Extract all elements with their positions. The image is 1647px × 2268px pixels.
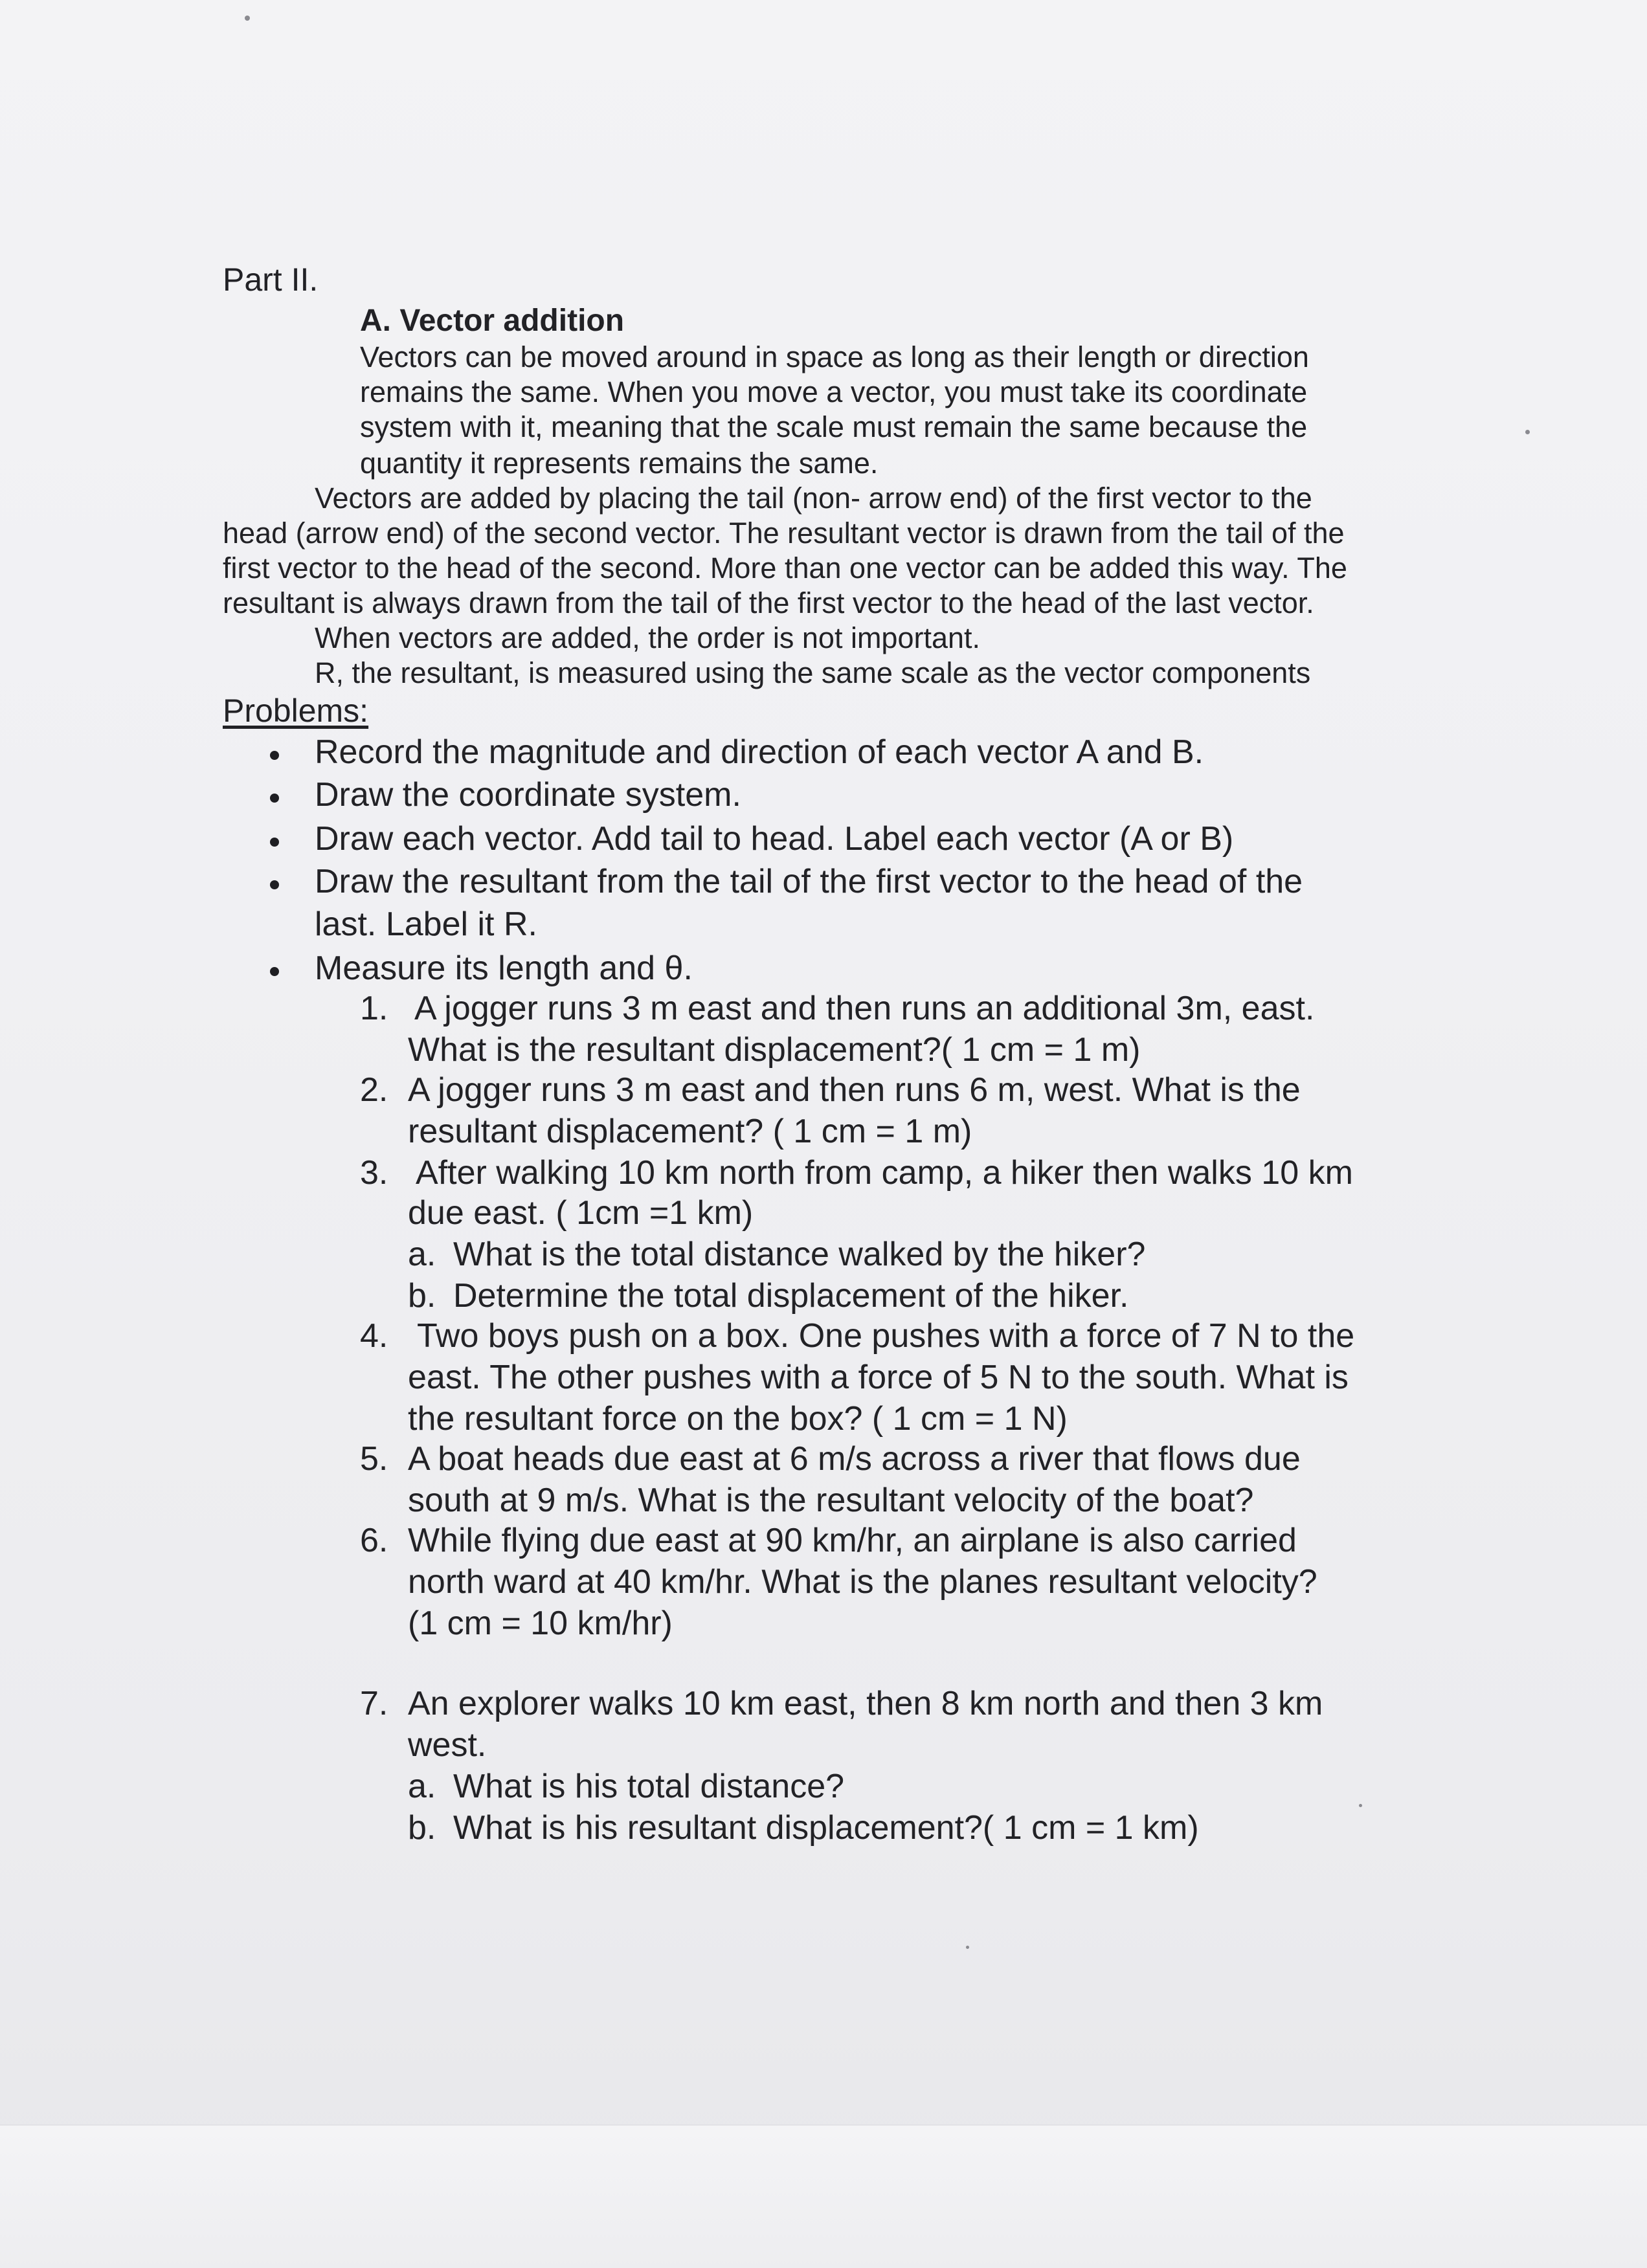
- bullet-dot: [270, 794, 279, 803]
- problem-line: A boat heads due east at 6 m/s across a river that flows due: [408, 1440, 1301, 1478]
- intro-line: system with it, meaning that the scale must remain the same because the: [360, 410, 1308, 443]
- problem-line: west.: [408, 1726, 487, 1764]
- paragraph-line: R, the resultant, is measured using the same scale as the vector components: [315, 656, 1311, 689]
- sub-letter: a.: [408, 1236, 436, 1273]
- problem-line: What is the resultant displacement?( 1 cm = 1 m): [408, 1031, 1141, 1069]
- problem-line: (1 cm = 10 km/hr): [408, 1605, 673, 1642]
- sub-question: What is his resultant displacement?( 1 cm = 1 km): [453, 1809, 1199, 1847]
- problem-line: A jogger runs 3 m east and then runs an additional 3m, east.: [414, 990, 1315, 1027]
- problem-line: resultant displacement? ( 1 cm = 1 m): [408, 1113, 972, 1150]
- problem-line: north ward at 40 km/hr. What is the planes resultant velocity?: [408, 1563, 1317, 1601]
- bullet-text: Draw each vector. Add tail to head. Label each vector (A or B): [315, 820, 1234, 858]
- paragraph-line: head (arrow end) of the second vector. The resultant vector is drawn from the tail of the: [223, 517, 1345, 550]
- problem-line: After walking 10 km north from camp, a hiker then walks 10 km: [416, 1154, 1353, 1192]
- problem-line: While flying due east at 90 km/hr, an airplane is also carried: [408, 1522, 1297, 1559]
- problem-number: 4.: [360, 1317, 388, 1355]
- sub-letter: b.: [408, 1277, 436, 1315]
- intro-line: remains the same. When you move a vector, you must take its coordinate: [360, 375, 1308, 408]
- section-title: A. Vector addition: [360, 304, 625, 338]
- intro-line: quantity it represents remains the same.: [360, 447, 879, 480]
- problem-number: 7.: [360, 1685, 388, 1722]
- bullet-dot: [270, 880, 279, 889]
- paragraph-line: When vectors are added, the order is not important.: [315, 621, 981, 654]
- sub-letter: b.: [408, 1809, 436, 1847]
- problem-line: An explorer walks 10 km east, then 8 km north and then 3 km: [408, 1685, 1323, 1722]
- sub-question: What is the total distance walked by the hiker?: [453, 1236, 1146, 1273]
- bullet-dot: [270, 967, 279, 976]
- bullet-dot: [270, 751, 279, 760]
- problem-number: 2.: [360, 1071, 388, 1109]
- paragraph-line: resultant is always drawn from the tail of the first vector to the head of the last vector.: [223, 586, 1314, 619]
- problem-number: 5.: [360, 1440, 388, 1478]
- intro-line: Vectors can be moved around in space as long as their length or direction: [360, 340, 1309, 373]
- problem-line: Two boys push on a box. One pushes with a force of 7 N to the: [417, 1317, 1355, 1355]
- problems-heading: Problems:: [223, 693, 369, 729]
- problem-line: A jogger runs 3 m east and then runs 6 m, west. What is the: [408, 1071, 1301, 1109]
- paragraph-line: first vector to the head of the second. More than one vector can be added this way. The: [223, 551, 1347, 584]
- problem-number: 6.: [360, 1522, 388, 1559]
- paragraph-line: Vectors are added by placing the tail (non- arrow end) of the first vector to the: [315, 482, 1312, 515]
- problem-line: east. The other pushes with a force of 5 N to the south. What is: [408, 1359, 1349, 1396]
- bullet-text: last. Label it R.: [315, 906, 537, 943]
- problem-number: 3.: [360, 1154, 388, 1192]
- sub-letter: a.: [408, 1768, 436, 1805]
- problem-line: due east. ( 1cm =1 km): [408, 1194, 754, 1232]
- bullet-text: Record the magnitude and direction of each vector A and B.: [315, 733, 1204, 771]
- bullet-dot: [270, 838, 279, 847]
- part-title: Part II.: [223, 261, 319, 298]
- problem-line: the resultant force on the box? ( 1 cm = 1 N): [408, 1400, 1068, 1438]
- sub-question: What is his total distance?: [453, 1768, 845, 1805]
- bullet-text: Measure its length and θ.: [315, 950, 693, 987]
- bullet-text: Draw the resultant from the tail of the first vector to the head of the: [315, 863, 1303, 900]
- problem-line: south at 9 m/s. What is the resultant velocity of the boat?: [408, 1482, 1254, 1519]
- problem-number: 1.: [360, 990, 388, 1027]
- scan-edge-band: [0, 2124, 1647, 2268]
- sub-question: Determine the total displacement of the hiker.: [453, 1277, 1129, 1315]
- bullet-text: Draw the coordinate system.: [315, 776, 741, 814]
